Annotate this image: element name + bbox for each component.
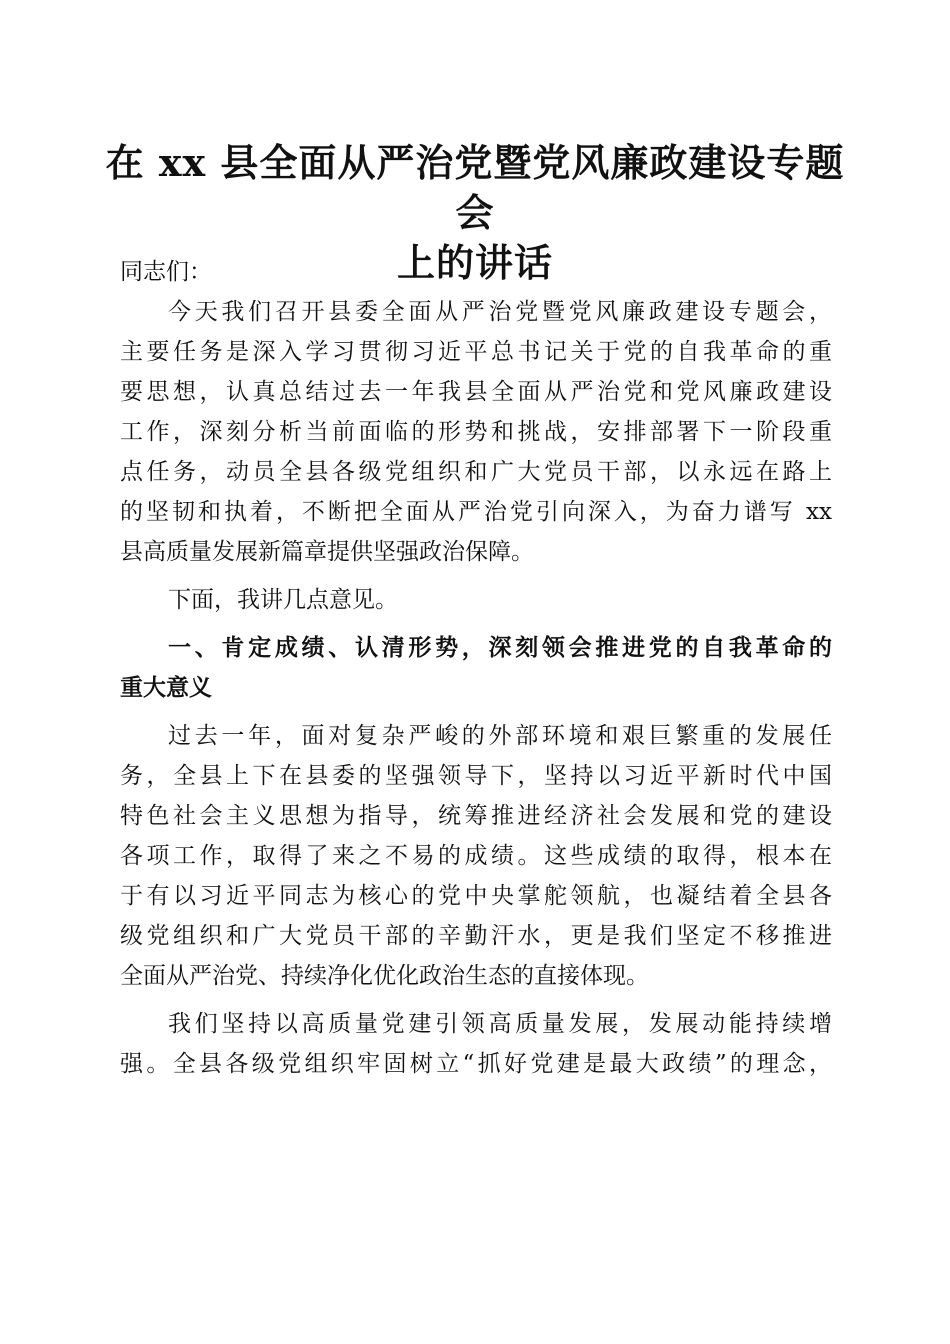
- text-line: 我们坚持以高质量党建引领高质量发展，发展动能持续增: [168, 1011, 832, 1037]
- paragraph-intro: [120, 292, 832, 572]
- text-line: 今天我们召开县委全面从严治党暨党风廉政建设专题会，: [168, 299, 832, 325]
- salutation: 同志们：: [120, 259, 212, 285]
- paragraph-achievements: [120, 716, 832, 996]
- text-line: 点任务，动员全县各级党组织和广大党员干部，以永远在路上: [120, 459, 832, 485]
- text-line: 强。全县各级党组织牢固树立“抓好党建是最大政绩”的理念，: [120, 1051, 832, 1077]
- heading-line: 重大意义: [120, 675, 212, 701]
- heading-line: 一、肯定成绩、认清形势，深刻领会推进党的自我革命的: [168, 635, 832, 661]
- paragraph-opinions: [120, 580, 832, 620]
- text-line: 要思想，认真总结过去一年我县全面从严治党和党风廉政建设: [120, 379, 832, 405]
- text-line: 的坚韧和执着，不断把全面从严治党引向深入，为奋力谱写 xx: [120, 499, 832, 525]
- text-line: 县高质量发展新篇章提供坚强政治保障。: [120, 539, 534, 565]
- text-line: 务，全县上下在县委的坚强领导下，坚持以习近平新时代中国: [120, 763, 832, 789]
- text-line: 各项工作，取得了来之不易的成绩。这些成绩的取得，根本在: [120, 843, 832, 869]
- text-line: 工作，深刻分析当前面临的形势和挑战，安排部署下一阶段重: [120, 419, 832, 445]
- text-line: 级党组织和广大党员干部的辛勤汗水，更是我们坚定不移推进: [120, 923, 832, 949]
- title-line-2: 上的讲话: [396, 240, 553, 285]
- paragraph-development: [120, 1004, 832, 1084]
- text-line: 过去一年，面对复杂严峻的外部环境和艰巨繁重的发展任: [168, 723, 832, 749]
- text-line: 全面从严治党、持续净化优化政治生态的直接体现。: [120, 963, 649, 989]
- document-body: [120, 252, 832, 1084]
- section-heading-1: [120, 628, 832, 708]
- title-line-1: 在 xx 县全面从严治党暨党风廉政建设专题会: [105, 140, 845, 235]
- text-line: 特色社会主义思想为指导，统筹推进经济社会发展和党的建设: [120, 803, 832, 829]
- text-line: 于有以习近平同志为核心的党中央掌舵领航，也凝结着全县各: [120, 883, 832, 909]
- text-line: 下面，我讲几点意见。: [168, 587, 398, 613]
- text-line: 主要任务是深入学习贯彻习近平总书记关于党的自我革命的重: [120, 339, 832, 365]
